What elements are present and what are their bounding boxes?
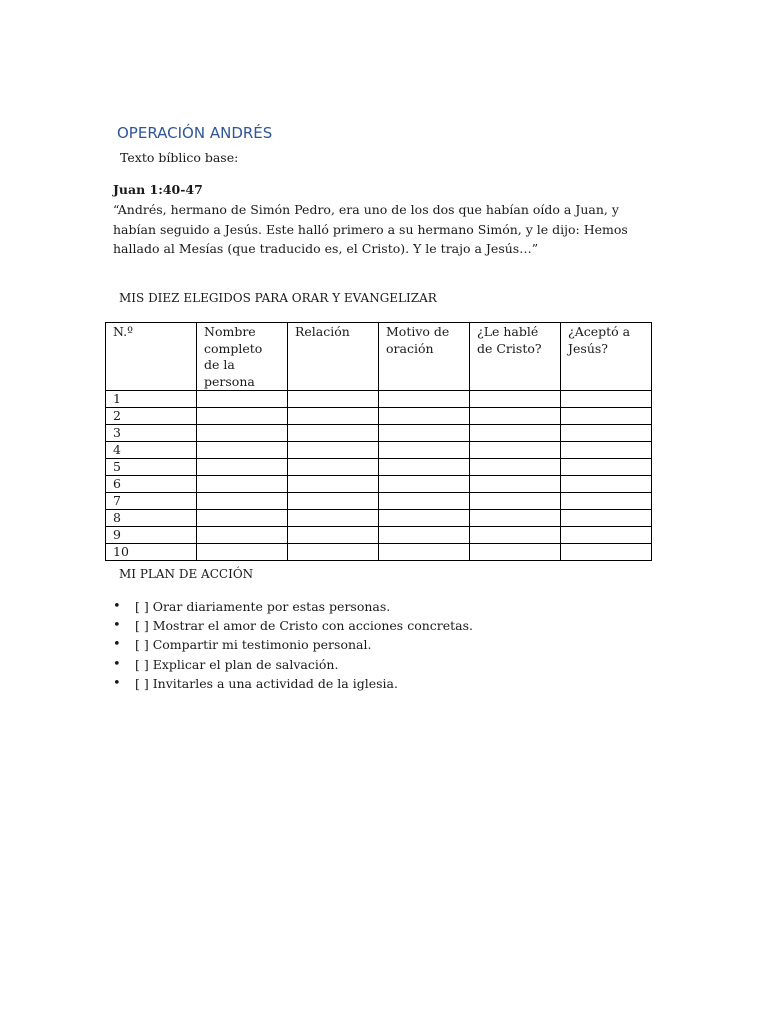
plan-item-text: [ ] Invitarles a una actividad de la iglesia. [135, 675, 398, 691]
talked-cell[interactable] [470, 459, 561, 476]
table-row [106, 527, 652, 544]
talked-cell[interactable] [470, 510, 561, 527]
table-heading: MIS DIEZ ELEGIDOS PARA ORAR Y EVANGELIZAR [119, 291, 437, 305]
table-body [106, 391, 652, 561]
prayer-reason-cell[interactable] [379, 425, 470, 442]
prayer-reason-cell[interactable] [379, 459, 470, 476]
talked-cell[interactable] [470, 476, 561, 493]
bullet-icon: • [113, 599, 121, 614]
talked-cell[interactable] [470, 527, 561, 544]
row-number: 5 [106, 459, 197, 476]
plan-item [113, 655, 473, 674]
prayer-reason-cell[interactable] [379, 527, 470, 544]
chosen-people-table [105, 322, 652, 561]
prayer-reason-cell[interactable] [379, 408, 470, 425]
prayer-reason-cell[interactable] [379, 391, 470, 408]
table-row [106, 493, 652, 510]
name-cell[interactable] [197, 459, 288, 476]
table-row [106, 510, 652, 527]
relation-cell[interactable] [288, 544, 379, 561]
row-number: 8 [106, 510, 197, 527]
relation-cell[interactable] [288, 493, 379, 510]
prayer-reason-cell[interactable] [379, 493, 470, 510]
row-number: 2 [106, 408, 197, 425]
row-number: 7 [106, 493, 197, 510]
header-talked-about-christ: ¿Le hablé de Cristo? [470, 323, 561, 391]
accepted-cell[interactable] [561, 425, 652, 442]
table-row [106, 442, 652, 459]
name-cell[interactable] [197, 510, 288, 527]
relation-cell[interactable] [288, 408, 379, 425]
prayer-reason-cell[interactable] [379, 476, 470, 493]
table-row [106, 408, 652, 425]
row-number: 4 [106, 442, 197, 459]
accepted-cell[interactable] [561, 442, 652, 459]
relation-cell[interactable] [288, 442, 379, 459]
accepted-cell[interactable] [561, 527, 652, 544]
name-cell[interactable] [197, 442, 288, 459]
relation-cell[interactable] [288, 459, 379, 476]
accepted-cell[interactable] [561, 391, 652, 408]
name-cell[interactable] [197, 544, 288, 561]
accepted-cell[interactable] [561, 544, 652, 561]
accepted-cell[interactable] [561, 408, 652, 425]
header-accepted-jesus: ¿Aceptó a Jesús? [561, 323, 652, 391]
subtitle: Texto bíblico base: [120, 150, 239, 165]
relation-cell[interactable] [288, 425, 379, 442]
prayer-reason-cell[interactable] [379, 442, 470, 459]
name-cell[interactable] [197, 476, 288, 493]
plan-heading: MI PLAN DE ACCIÓN [119, 567, 254, 581]
plan-item-text: [ ] Explicar el plan de salvación. [135, 656, 339, 672]
bible-reference: Juan 1:40-47 [113, 182, 203, 197]
accepted-cell[interactable] [561, 459, 652, 476]
table-row [106, 476, 652, 493]
plan-item [113, 597, 473, 616]
plan-item [113, 635, 473, 654]
table-row [106, 391, 652, 408]
name-cell[interactable] [197, 391, 288, 408]
header-number: N.º [106, 323, 197, 391]
table-row [106, 459, 652, 476]
talked-cell[interactable] [470, 425, 561, 442]
relation-cell[interactable] [288, 510, 379, 527]
bullet-icon: • [113, 637, 121, 653]
row-number: 9 [106, 527, 197, 544]
relation-cell[interactable] [288, 527, 379, 544]
row-number: 10 [106, 544, 197, 561]
plan-item-text: [ ] Mostrar el amor de Cristo con acciones concretas. [135, 618, 474, 634]
header-prayer-reason: Motivo de oración [379, 323, 470, 391]
relation-cell[interactable] [288, 391, 379, 408]
table-row [106, 544, 652, 561]
bullet-icon: • [113, 675, 121, 691]
prayer-reason-cell[interactable] [379, 544, 470, 561]
plan-item-text: [ ] Orar diariamente por estas personas. [135, 599, 391, 614]
header-relation: Relación [288, 323, 379, 391]
relation-cell[interactable] [288, 476, 379, 493]
plan-item-text: [ ] Compartir mi testimonio personal. [135, 637, 372, 653]
plan-item [113, 616, 473, 635]
talked-cell[interactable] [470, 442, 561, 459]
talked-cell[interactable] [470, 493, 561, 510]
action-plan-list [113, 597, 473, 693]
accepted-cell[interactable] [561, 493, 652, 510]
row-number: 1 [106, 391, 197, 408]
row-number: 3 [106, 425, 197, 442]
page-title: OPERACIÓN ANDRÉS [117, 124, 273, 142]
talked-cell[interactable] [470, 544, 561, 561]
bullet-icon: • [113, 656, 121, 672]
row-number: 6 [106, 476, 197, 493]
plan-item [113, 674, 473, 693]
header-full-name: Nombre completo de la persona [197, 323, 288, 391]
name-cell[interactable] [197, 527, 288, 544]
talked-cell[interactable] [470, 391, 561, 408]
name-cell[interactable] [197, 408, 288, 425]
prayer-reason-cell[interactable] [379, 510, 470, 527]
talked-cell[interactable] [470, 408, 561, 425]
table-row [106, 425, 652, 442]
name-cell[interactable] [197, 493, 288, 510]
table-header-row [106, 323, 652, 391]
bullet-icon: • [113, 618, 121, 634]
accepted-cell[interactable] [561, 510, 652, 527]
bible-verse: “Andrés, hermano de Simón Pedro, era uno de los dos que habían oído a Juan, y habían seguido a Jesús. Este halló primero a su hermano Simón, y le dijo: Hemos hallado al Mesías (que traducido es, el Cristo). Y le trajo a Jesús…” [113, 202, 628, 256]
accepted-cell[interactable] [561, 476, 652, 493]
name-cell[interactable] [197, 425, 288, 442]
